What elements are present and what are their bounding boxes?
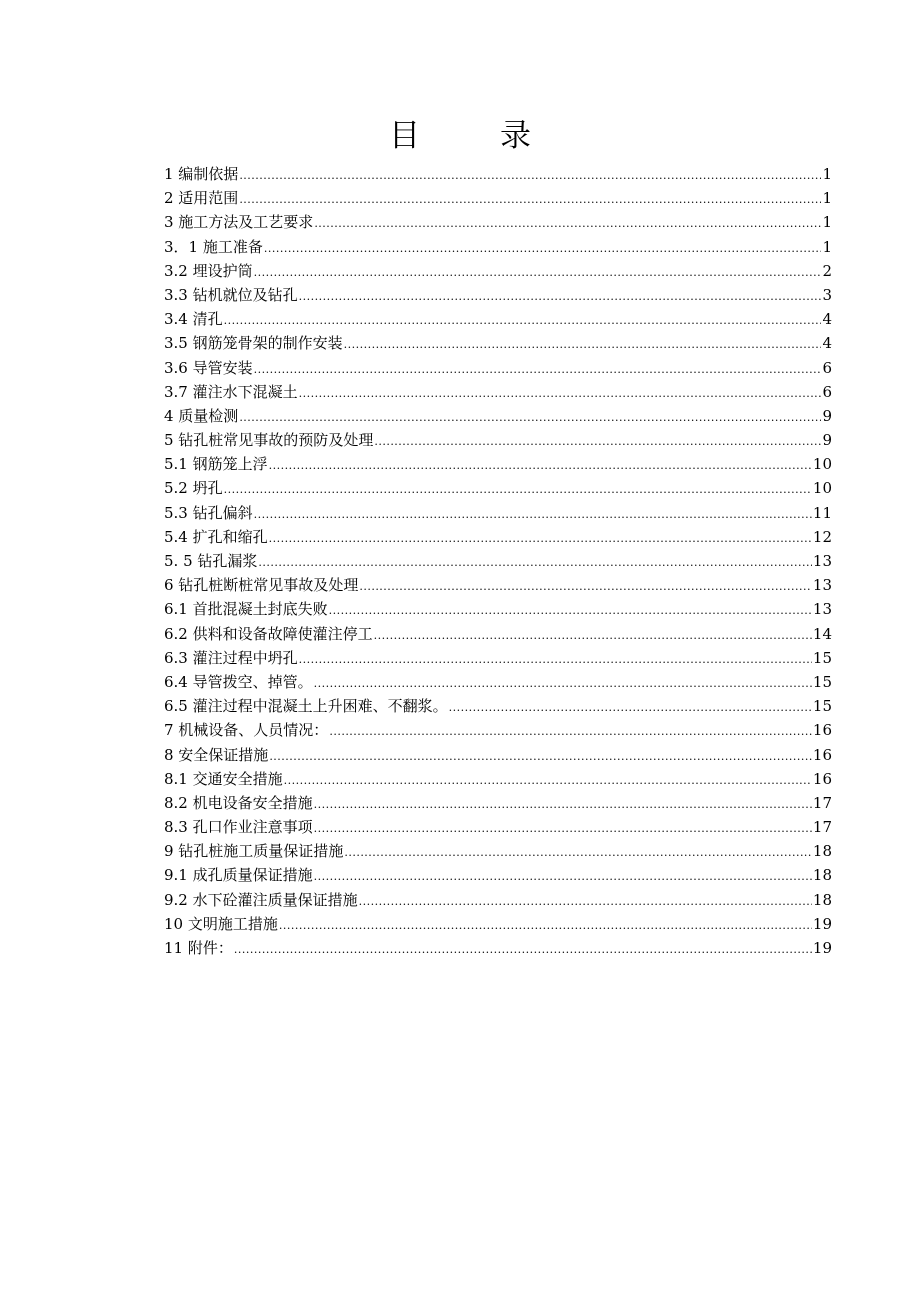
toc-entry[interactable] (164, 307, 832, 331)
toc-entry-label: 3．1 施工准备 (164, 237, 263, 256)
dot-leader (359, 890, 812, 912)
toc-entry[interactable] (164, 718, 832, 742)
toc-entry[interactable] (164, 428, 832, 452)
toc-entry-label: 1 编制依据 (164, 165, 239, 183)
dot-leader (269, 454, 812, 476)
toc-entry[interactable] (164, 815, 832, 839)
dot-leader (239, 164, 821, 186)
toc-entry-page-number: 19 (812, 939, 832, 957)
dot-leader (374, 624, 812, 646)
toc-entry-page-number: 9 (822, 431, 832, 450)
toc-entry-label: 8.2 机电设备安全措施 (164, 793, 313, 812)
toc-entry[interactable] (164, 767, 832, 791)
toc-entry-page-number: 13 (812, 600, 832, 619)
dot-leader (269, 527, 812, 549)
toc-entry-label: 6.4 导管拨空、掉管。 (164, 672, 313, 691)
toc-entry-page-number: 15 (812, 697, 832, 716)
toc-entry-page-number: 18 (812, 866, 832, 885)
toc-entry-label: 6.1 首批混凝土封底失败 (164, 600, 328, 619)
toc-entry-label: 3.7 灌注水下混凝土 (164, 382, 298, 401)
toc-entry[interactable] (164, 525, 832, 549)
dot-leader (299, 285, 822, 307)
toc-entry[interactable] (164, 573, 832, 597)
toc-entry-label: 3 施工方法及工艺要求 (164, 213, 314, 232)
dot-leader (279, 914, 812, 936)
toc-entry-label: 5 钻孔桩常见事故的预防及处理 (164, 431, 374, 450)
toc-entry-page-number: 16 (812, 769, 832, 788)
dot-leader (239, 188, 821, 210)
toc-entry-page-number: 17 (812, 818, 832, 837)
dot-leader (314, 865, 812, 887)
toc-entry-label: 9 钻孔桩施工质量保证措施 (164, 842, 344, 861)
dot-leader (344, 841, 812, 863)
dot-leader (258, 551, 812, 573)
toc-entry[interactable] (164, 912, 832, 936)
toc-entry-label: 3.4 清孔 (164, 310, 223, 329)
toc-entry-page-number: 17 (812, 793, 832, 812)
toc-entry-label: 8.1 交通安全措施 (164, 769, 283, 788)
toc-entry[interactable] (164, 186, 832, 210)
toc-entry[interactable] (164, 597, 832, 621)
toc-entry-page-number: 6 (822, 358, 832, 377)
toc-entry-page-number: 12 (812, 527, 832, 546)
toc-entry-page-number: 4 (822, 310, 832, 329)
toc-entry-page-number: 11 (812, 503, 832, 522)
toc-entry[interactable] (164, 863, 832, 887)
toc-entry[interactable] (164, 646, 832, 670)
toc-entry-page-number: 9 (822, 406, 832, 425)
dot-leader (269, 745, 812, 767)
toc-entry-page-number: 15 (812, 648, 832, 667)
toc-entry-page-number: 4 (822, 334, 832, 353)
toc-entry[interactable] (164, 888, 832, 912)
toc-entry-label: 4 质量检测 (164, 406, 239, 425)
dot-leader (239, 406, 821, 428)
toc-entry-page-number: 16 (812, 721, 832, 740)
toc-entry-label: 11 附件： (164, 939, 233, 957)
toc-entry[interactable] (164, 452, 832, 476)
toc-entry-label: 7 机械设备、人员情况： (164, 721, 329, 740)
dot-leader (314, 817, 812, 839)
dot-leader (234, 938, 812, 960)
toc-entry[interactable] (164, 356, 832, 380)
toc-entry-page-number: 15 (812, 672, 832, 691)
dot-leader (254, 358, 822, 380)
dot-leader (224, 309, 822, 331)
toc-entry-page-number: 1 (822, 165, 832, 183)
toc-entry[interactable] (164, 259, 832, 283)
toc-entry-label: 10 文明施工措施 (164, 914, 278, 933)
toc-entry[interactable] (164, 743, 832, 767)
toc-entry-label: 5. 5 钻孔漏浆 (164, 552, 258, 570)
toc-entry-page-number: 1 (822, 213, 832, 232)
dot-leader (344, 333, 822, 355)
toc-entry-label: 2 适用范围 (164, 189, 239, 208)
toc-entry-label: 5.1 钢筋笼上浮 (164, 455, 268, 474)
toc-entry-label: 5.2 坍孔 (164, 479, 223, 498)
toc-entry[interactable] (164, 791, 832, 815)
dot-leader (314, 793, 812, 815)
toc-entry-label: 3.6 导管安装 (164, 358, 253, 377)
toc-entry-page-number: 10 (812, 455, 832, 474)
toc-entry-label: 6 钻孔桩断桩常见事故及处理 (164, 576, 359, 595)
toc-entry[interactable] (164, 476, 832, 500)
toc-entry[interactable] (164, 501, 832, 525)
toc-entry[interactable] (164, 210, 832, 234)
dot-leader (329, 599, 812, 621)
toc-entry[interactable] (164, 235, 832, 259)
toc-entry-label: 3.2 埋设护筒 (164, 261, 253, 280)
dot-leader (314, 212, 821, 234)
dot-leader (299, 382, 822, 404)
toc-entry-page-number: 13 (812, 576, 832, 595)
toc-entry-page-number: 18 (812, 842, 832, 861)
dot-leader (254, 503, 812, 525)
toc-entry-page-number: 13 (812, 552, 832, 570)
toc-title-char-2: 录 (500, 118, 531, 154)
toc-list (164, 162, 832, 960)
toc-entry[interactable] (164, 380, 832, 404)
toc-entry[interactable] (164, 694, 832, 718)
toc-entry-label: 9.1 成孔质量保证措施 (164, 866, 313, 885)
toc-entry-label: 8.3 孔口作业注意事项 (164, 818, 313, 837)
toc-entry-page-number: 6 (822, 382, 832, 401)
toc-entry-page-number: 2 (822, 261, 832, 280)
dot-leader (264, 237, 822, 259)
toc-entry-page-number: 16 (812, 745, 832, 764)
toc-entry-page-number: 19 (812, 914, 832, 933)
toc-entry[interactable] (164, 404, 832, 428)
toc-entry-page-number: 1 (822, 237, 832, 256)
toc-entry[interactable] (164, 839, 832, 863)
toc-entry-label: 6.2 供料和设备故障使灌注停工 (164, 624, 373, 643)
toc-title-char-1: 目 (389, 118, 420, 154)
toc-entry-label: 5.3 钻孔偏斜 (164, 503, 253, 522)
toc-entry[interactable] (164, 162, 832, 186)
toc-entry-label: 9.2 水下砼灌注质量保证措施 (164, 890, 358, 909)
toc-entry-label: 6.3 灌注过程中坍孔 (164, 648, 298, 667)
dot-leader (224, 478, 812, 500)
toc-title (0, 114, 920, 158)
dot-leader (374, 430, 821, 452)
dot-leader (299, 648, 812, 670)
dot-leader (284, 769, 812, 791)
toc-entry-page-number: 18 (812, 890, 832, 909)
toc-entry-label: 6.5 灌注过程中混凝土上升困难、不翻浆。 (164, 697, 448, 716)
toc-entry-page-number: 1 (822, 189, 832, 208)
toc-entry[interactable] (164, 936, 832, 960)
toc-entry-label: 3.3 钻机就位及钻孔 (164, 285, 298, 304)
dot-leader (314, 672, 812, 694)
toc-entry-label: 8 安全保证措施 (164, 745, 269, 764)
dot-leader (329, 720, 812, 742)
dot-leader (449, 696, 812, 718)
toc-entry-page-number: 3 (822, 285, 832, 304)
toc-entry[interactable] (164, 331, 832, 355)
toc-entry[interactable] (164, 622, 832, 646)
dot-leader (359, 575, 812, 597)
toc-entry[interactable] (164, 670, 832, 694)
toc-entry-page-number: 10 (812, 479, 832, 498)
toc-entry-label: 5.4 扩孔和缩孔 (164, 527, 268, 546)
dot-leader (254, 261, 822, 283)
toc-entry[interactable] (164, 283, 832, 307)
toc-entry-label: 3.5 钢筋笼骨架的制作安装 (164, 334, 343, 353)
toc-entry[interactable] (164, 549, 832, 573)
toc-entry-page-number: 14 (812, 624, 832, 643)
